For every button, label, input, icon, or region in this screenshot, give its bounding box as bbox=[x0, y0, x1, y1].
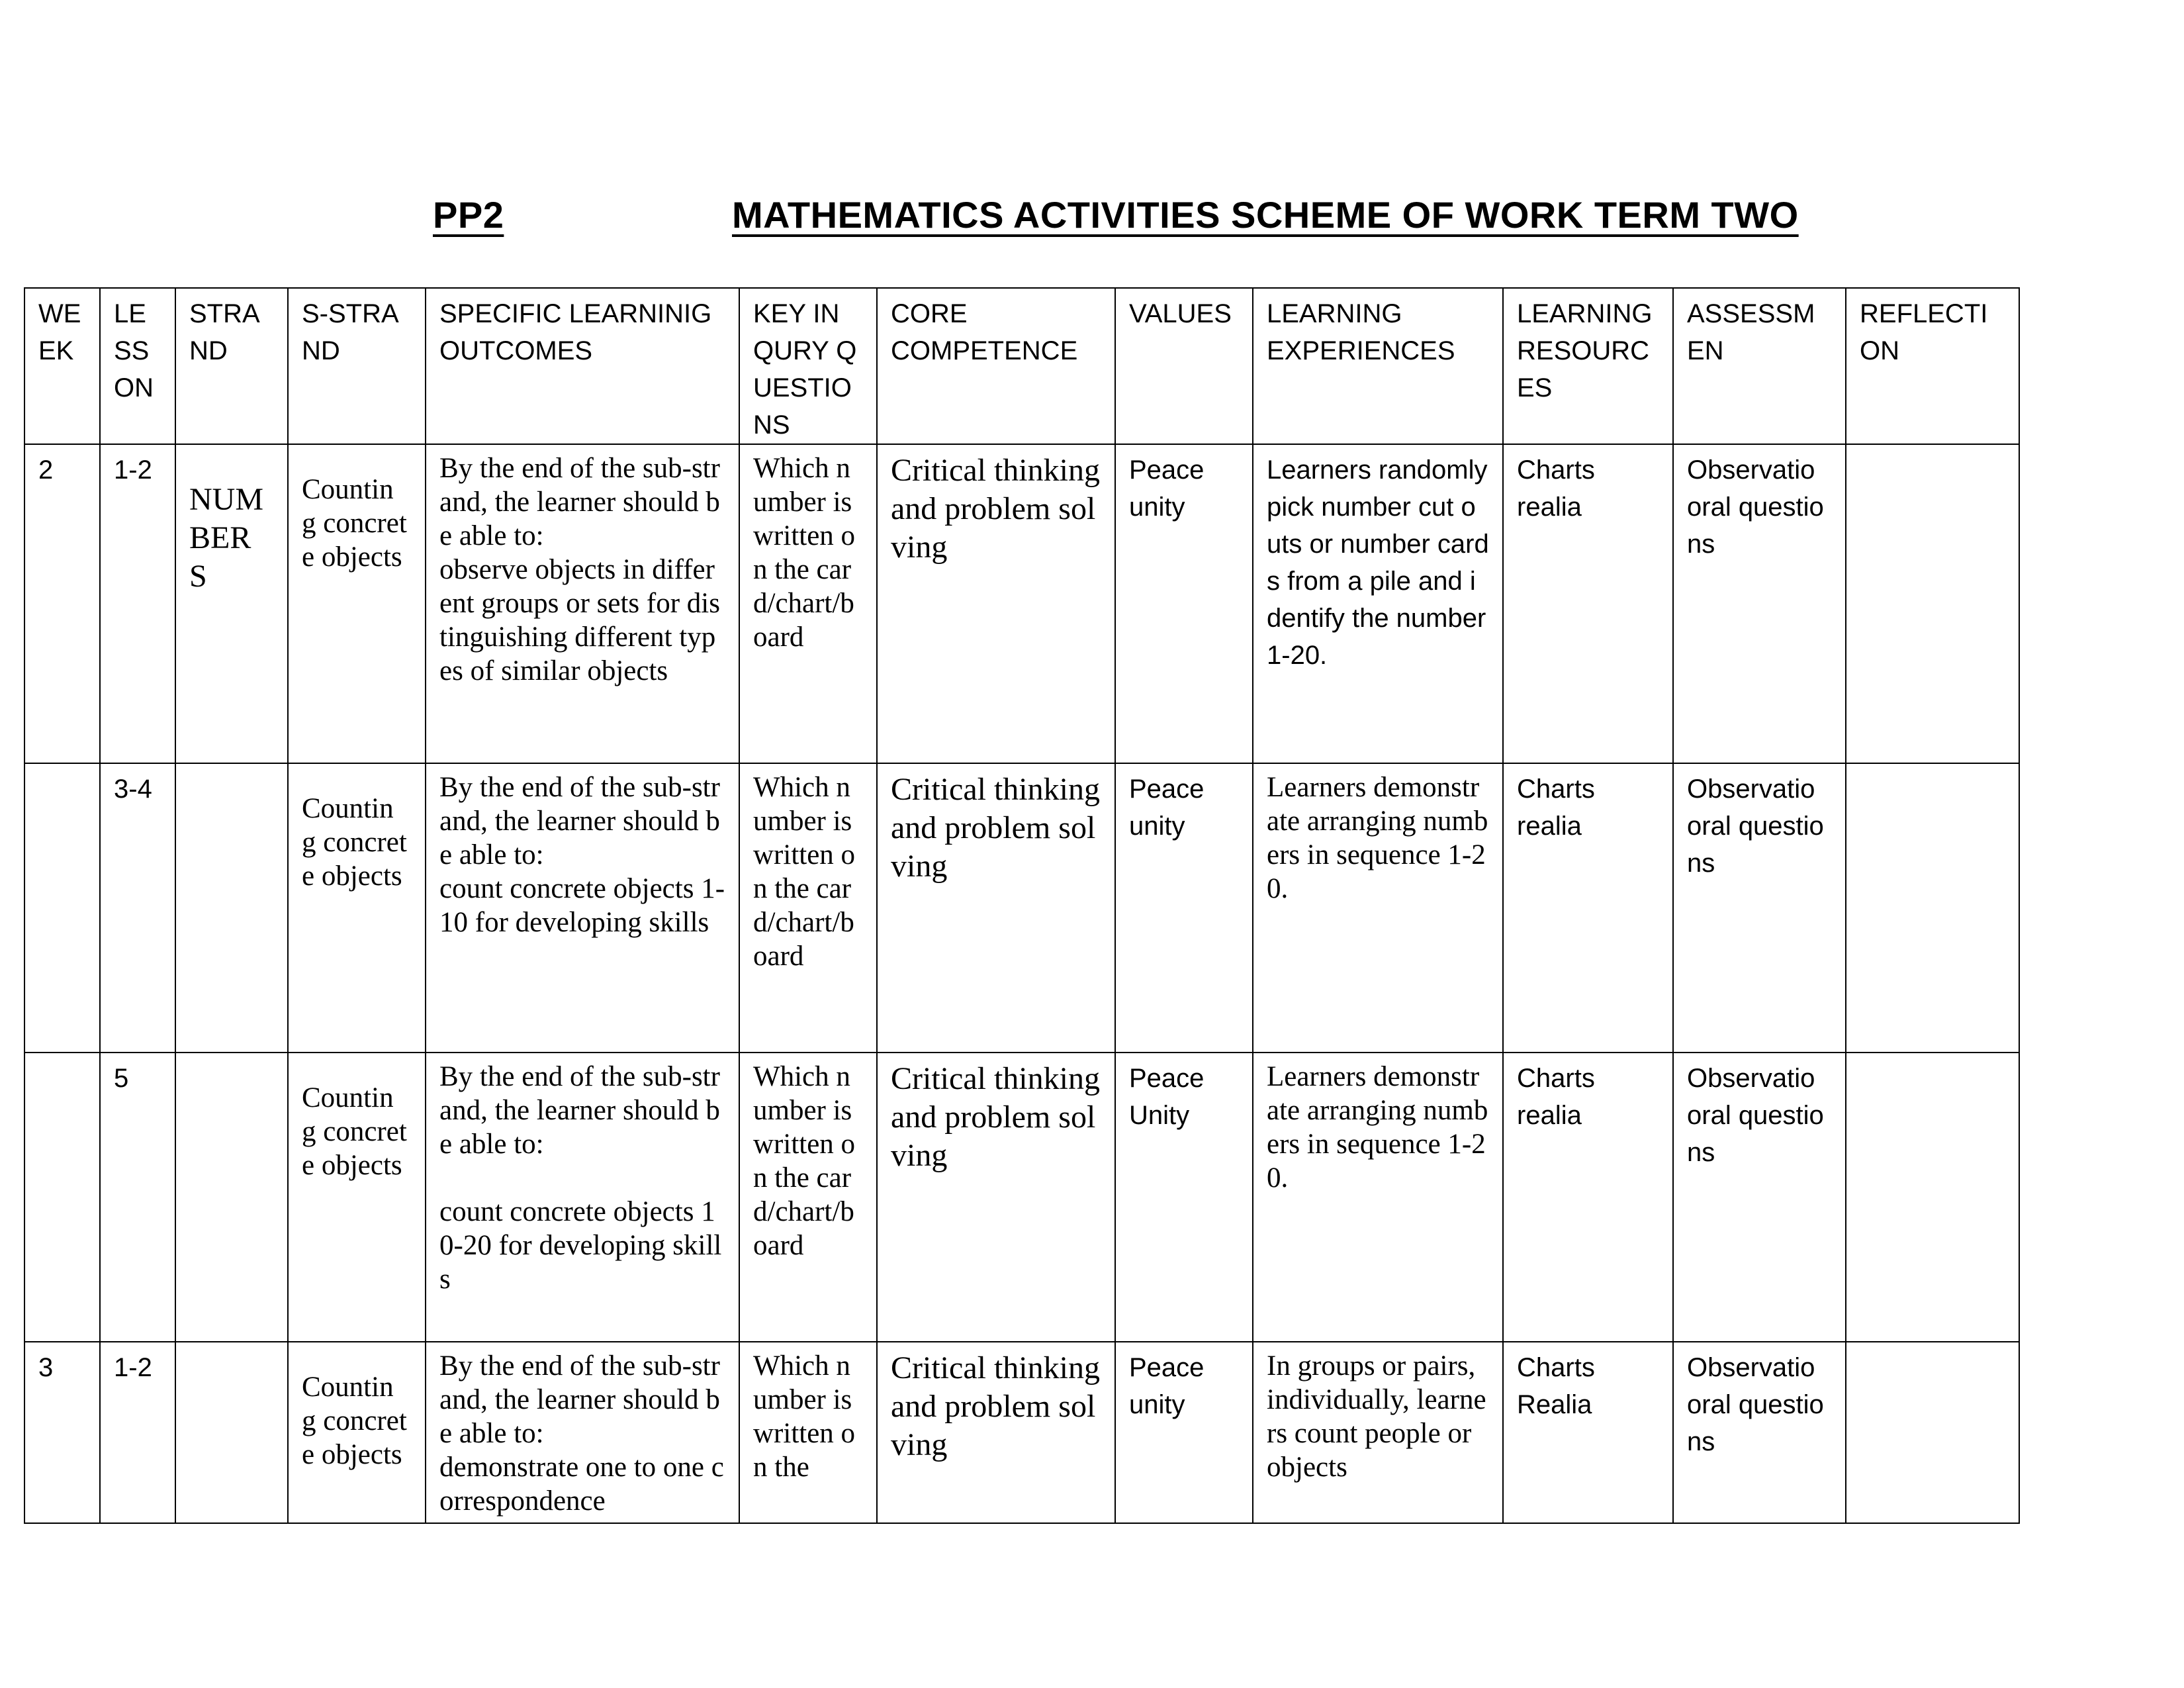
competence-cell: Critical thinking and problem solving bbox=[877, 444, 1115, 763]
sub-strand-cell: Counting concrete objects bbox=[288, 1342, 426, 1523]
class-level-title: PP2 bbox=[433, 194, 504, 236]
reflection-cell bbox=[1846, 763, 2019, 1053]
table-row bbox=[24, 1053, 2019, 1342]
header-key-inquiry: KEY INQURY QUESTIONS bbox=[739, 288, 877, 444]
week-cell: 2 bbox=[24, 444, 100, 763]
table-row bbox=[24, 1342, 2019, 1523]
header-strand: STRAND bbox=[175, 288, 288, 444]
resources-cell: Charts realia bbox=[1503, 1053, 1673, 1342]
inquiry-cell: Which number is written on the card/chart/board bbox=[739, 1053, 877, 1342]
header-week: WEEK bbox=[24, 288, 100, 444]
sub-strand-cell: Counting concrete objects bbox=[288, 763, 426, 1053]
header-learning-resources: LEARNING RESOURCES bbox=[1503, 288, 1673, 444]
header-learning-experiences: LEARNING EXPERIENCES bbox=[1253, 288, 1503, 444]
header-row bbox=[24, 288, 2019, 444]
strand-cell bbox=[175, 1342, 288, 1523]
page-title bbox=[0, 193, 2184, 259]
header-core-competence: CORE COMPETENCE bbox=[877, 288, 1115, 444]
experiences-cell: Learners randomly pick number cut outs or number cards from a pile and identify the number 1-20. bbox=[1253, 444, 1503, 763]
header-assessment: ASSESSMEN bbox=[1673, 288, 1846, 444]
resources-cell: Charts Realia bbox=[1503, 1342, 1673, 1523]
competence-cell: Critical thinking and problem solving bbox=[877, 763, 1115, 1053]
scheme-title: MATHEMATICS ACTIVITIES SCHEME OF WORK TERM TWO bbox=[732, 194, 1799, 236]
values-cell: Peace unity bbox=[1115, 1342, 1253, 1523]
strand-cell: NUMBERS bbox=[175, 444, 288, 763]
sub-strand-cell: Counting concrete objects bbox=[288, 1053, 426, 1342]
header-lesson: LESSON bbox=[100, 288, 175, 444]
lesson-cell: 1-2 bbox=[100, 1342, 175, 1523]
outcomes-cell: By the end of the sub-strand, the learner should be able to: count concrete objects 1-10 for developing skills bbox=[426, 763, 739, 1053]
inquiry-cell: Which number is written on the card/chart/board bbox=[739, 444, 877, 763]
values-cell: Peace unity bbox=[1115, 763, 1253, 1053]
resources-cell: Charts realia bbox=[1503, 444, 1673, 763]
reflection-cell bbox=[1846, 1342, 2019, 1523]
assessment-cell: Observatio oral questions bbox=[1673, 444, 1846, 763]
lesson-cell: 1-2 bbox=[100, 444, 175, 763]
inquiry-cell: Which number is written on the card/chart/board bbox=[739, 763, 877, 1053]
competence-cell: Critical thinking and problem solving bbox=[877, 1342, 1115, 1523]
header-specific-outcomes: SPECIFIC LEARNINIG OUTCOMES bbox=[426, 288, 739, 444]
assessment-cell: Observatio oral questions bbox=[1673, 763, 1846, 1053]
week-cell: 3 bbox=[24, 1342, 100, 1523]
experiences-cell: Learners demonstrate arranging numbers in sequence 1-20. bbox=[1253, 763, 1503, 1053]
sub-strand-cell: Counting concrete objects bbox=[288, 444, 426, 763]
scheme-of-work-table bbox=[24, 287, 2020, 1524]
lesson-cell: 5 bbox=[100, 1053, 175, 1342]
values-cell: Peace unity bbox=[1115, 444, 1253, 763]
experiences-cell: In groups or pairs, individually, learners count people or objects bbox=[1253, 1342, 1503, 1523]
strand-cell bbox=[175, 1053, 288, 1342]
header-values: VALUES bbox=[1115, 288, 1253, 444]
inquiry-cell: Which number is written on the bbox=[739, 1342, 877, 1523]
week-cell bbox=[24, 1053, 100, 1342]
table-row bbox=[24, 763, 2019, 1053]
outcomes-cell: By the end of the sub-strand, the learner should be able to: count concrete objects 10-20 for developing skills bbox=[426, 1053, 739, 1342]
strand-cell bbox=[175, 763, 288, 1053]
header-reflection: REFLECTION bbox=[1846, 288, 2019, 444]
outcomes-cell: By the end of the sub-strand, the learner should be able to: demonstrate one to one correspondence bbox=[426, 1342, 739, 1523]
lesson-cell: 3-4 bbox=[100, 763, 175, 1053]
competence-cell: Critical thinking and problem solving bbox=[877, 1053, 1115, 1342]
header-sub-strand: S-STRAND bbox=[288, 288, 426, 444]
values-cell: Peace Unity bbox=[1115, 1053, 1253, 1342]
outcomes-cell: By the end of the sub-strand, the learner should be able to: observe objects in different groups or sets for distinguishing different types of similar objects bbox=[426, 444, 739, 763]
reflection-cell bbox=[1846, 1053, 2019, 1342]
resources-cell: Charts realia bbox=[1503, 763, 1673, 1053]
assessment-cell: Observatio oral questions bbox=[1673, 1053, 1846, 1342]
experiences-cell: Learners demonstrate arranging numbers in sequence 1-20. bbox=[1253, 1053, 1503, 1342]
week-cell bbox=[24, 763, 100, 1053]
assessment-cell: Observatio oral questions bbox=[1673, 1342, 1846, 1523]
reflection-cell bbox=[1846, 444, 2019, 763]
table-row bbox=[24, 444, 2019, 763]
